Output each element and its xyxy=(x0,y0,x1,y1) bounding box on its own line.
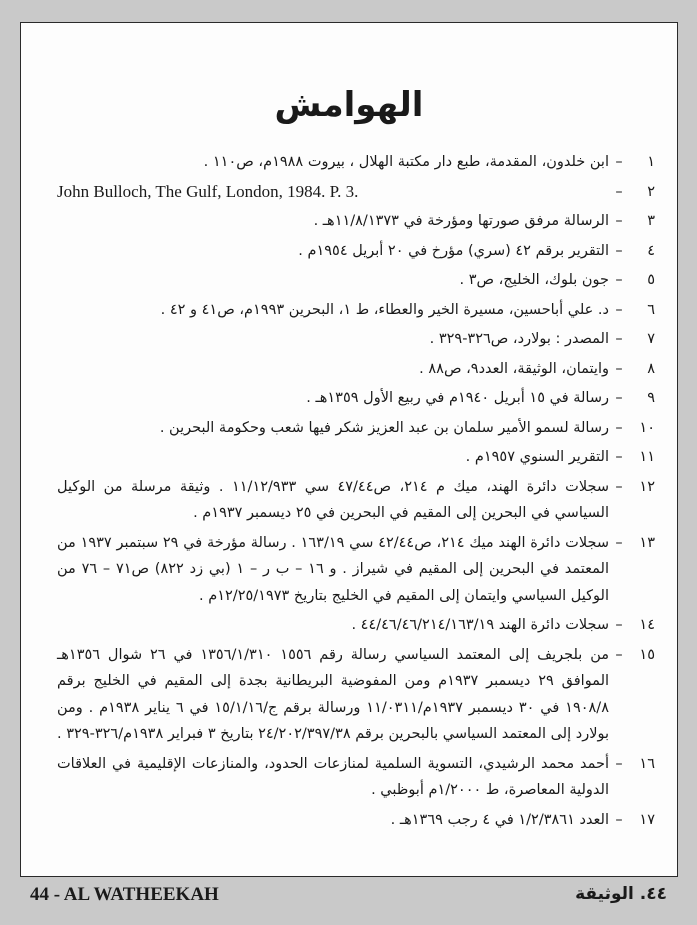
footnote-12: ١٢ – سجلات دائرة الهند، ميك م ٢١٤، ص٤٧/٤٤ سي ١١/١٢/٩٣٣ . وثيقة مرسلة من الوكيل السياسي في البحرين إلى المقيم في البحرين في ٢٥ ديسمبر ١٩٣٧م . xyxy=(57,474,655,527)
page-frame xyxy=(20,22,678,877)
footnote-number: ١٥ xyxy=(639,646,655,663)
footnote-number: ١٢ xyxy=(639,478,655,495)
footnote-9: ٩ – رسالة في ١٥ أبريل ١٩٤٠م في ربيع الأول ١٣٥٩هـ . xyxy=(57,385,655,412)
page-footer xyxy=(0,880,697,910)
footnote-number: ٨ xyxy=(647,360,655,377)
footnote-number: ٤ xyxy=(647,242,655,259)
footnote-11: ١١ – التقرير السنوي ١٩٥٧م . xyxy=(57,444,655,471)
footnote-text: التقرير السنوي ١٩٥٧م . xyxy=(465,449,609,465)
footnote-text: سجلات دائرة الهند، ميك م ٢١٤، ص٤٧/٤٤ سي ١١/١٢/٩٣٣ . وثيقة مرسلة من الوكيل السياسي في البحرين إلى المقيم في البحرين في ٢٥ ديسمبر ١٩٣٧م . xyxy=(57,478,609,521)
footnote-number: ٩ xyxy=(647,390,655,406)
footnote-14: ١٤ – سجلات دائرة الهند ٤٤/٤٦/٤٦/٢١٤/١٦٣/١٩ . xyxy=(57,612,655,639)
footnote-16: ١٦ – أحمد محمد الرشيدي، التسوية السلمية لمنازعات الحدود، والمنازعات الإقليمية في العلاقات الدولية المعاصرة، ط ١/٢٠٠٠م أبوظبي . xyxy=(57,751,655,804)
footnote-2: ٢ – John Bulloch, The Gulf, London, 1984. P. 3. xyxy=(57,179,655,206)
footnote-text: رسالة في ١٥ أبريل ١٩٤٠م في ربيع الأول ١٣٥٩هـ . xyxy=(306,390,609,406)
footnote-text: المصدر : بولارد، ص٣٢٦-٣٢٩ . xyxy=(429,331,609,347)
footnote-8: ٨ – وايتمان، الوثيقة، العدد٩، ص٨٨ . xyxy=(57,356,655,383)
footnote-text: التقرير برقم ٤٢ (سري) مؤرخ في ٢٠ أبريل ١٩٥٤م . xyxy=(298,242,609,259)
footnote-text: أحمد محمد الرشيدي، التسوية السلمية لمنازعات الحدود، والمنازعات الإقليمية في العلاقات الدولية المعاصرة، ط ١/٢٠٠٠م أبوظبي . xyxy=(57,755,609,798)
footnote-text: د. علي أباحسين، مسيرة الخير والعطاء، ط ١، البحرين ١٩٩٣م، ص٤١ و ٤٢ . xyxy=(160,301,609,318)
footer-page-label-latin: 44 - AL WATHEEKAH xyxy=(30,884,219,905)
footnote-number: ١٣ xyxy=(639,534,655,551)
footnote-text: من بلجريف إلى المعتمد السياسي رسالة رقم ١٥٥٦ ١٣٥٦/١/٣١٠ في ٢٦ شوال ١٣٥٦هـ الموافق ٢٩ ديسمبر ١٩٣٧م ومن المفوضية البريطانية بجدة إلى المقيم في الخليج برقم ١٩٠٨/٨ في ٣٠ ديسمبر ١٩٣٧م/١١/٠٣١١ ورسالة برقم ج/١٥/١/١٦ في ٦ يناير ١٩٣٨م . ومن بولارد إلى المعتمد السياسي بالبحرين برقم ٢٤/٢٠٢/٣٩٧/٣٨ بتاريخ ٣ فبراير ١٩٣٨م/٣٢٦-٣٢٩ . xyxy=(57,646,610,742)
footnote-17: ١٧ – العدد ١/٢/٣٨٦١ في ٤ رجب ١٣٦٩هـ . xyxy=(57,807,655,834)
footnote-7: ٧ – المصدر : بولارد، ص٣٢٦-٣٢٩ . xyxy=(57,326,655,353)
footnote-number: ١٠ xyxy=(639,419,655,436)
footnote-text: ابن خلدون، المقدمة، طبع دار مكتبة الهلال ، بيروت ١٩٨٨م، ص١١٠ . xyxy=(203,154,609,170)
footnote-number: ١٦ xyxy=(639,755,655,772)
footnote-5: ٥ – جون بلوك، الخليج، ص٣ . xyxy=(57,267,655,294)
footnote-number: ٢ xyxy=(647,183,655,200)
footnote-number: ٥ xyxy=(647,272,655,288)
footnote-number: ١ xyxy=(647,154,655,170)
footnotes-list xyxy=(57,149,655,836)
footnote-15: ١٥ – من بلجريف إلى المعتمد السياسي رسالة رقم ١٥٥٦ ١٣٥٦/١/٣١٠ في ٢٦ شوال ١٣٥٦هـ الموافق ٢٩ ديسمبر ١٩٣٧م ومن المفوضية البريطانية بجدة إلى المقيم في الخليج برقم ١٩٠٨/٨ في ٣٠ ديسمبر ١٩٣٧م/١١/٠٣١١ ورسالة برقم ج/١٥/١/١٦ في ٦ يناير ١٩٣٨م . ومن بولارد إلى المعتمد السياسي بالبحرين برقم ٢٤/٢٠٢/٣٩٧/٣٨ بتاريخ ٣ فبراير ١٩٣٨م/٣٢٦-٣٢٩ . xyxy=(57,642,655,748)
footnote-text: سجلات دائرة الهند ٤٤/٤٦/٤٦/٢١٤/١٦٣/١٩ . xyxy=(351,617,609,633)
footnote-text: العدد ١/٢/٣٨٦١ في ٤ رجب ١٣٦٩هـ . xyxy=(390,811,609,828)
footnote-6: ٦ – د. علي أباحسين، مسيرة الخير والعطاء، ط ١، البحرين ١٩٩٣م، ص٤١ و ٤٢ . xyxy=(57,297,655,324)
page-title: الهوامش xyxy=(274,85,424,125)
footnote-4: ٤ – التقرير برقم ٤٢ (سري) مؤرخ في ٢٠ أبريل ١٩٥٤م . xyxy=(57,238,655,265)
footnote-text: John Bulloch, The Gulf, London, 1984. P. 3. xyxy=(57,181,359,201)
footnote-text: سجلات دائرة الهند ميك ٢١٤، ص٤٢/٤٤ سي ١٦٣/١٩ . رسالة مؤرخة في ٢٩ سبتمبر ١٩٣٧ من المعتمد في البحرين إلى المقيم في شيراز . و ١٦ – ب ر – ١ (بي زد ٨٢٢) ص٧١ – ٧٦ من الوكيل السياسي وايتمان إلى المقيم في الخليج بتاريخ ١٢/٢٥/١٩٧٣م . xyxy=(57,534,610,604)
footer-page-label-arabic: ٤٤. الوثيقة xyxy=(575,884,667,904)
footnote-1: ١ – ابن خلدون، المقدمة، طبع دار مكتبة الهلال ، بيروت ١٩٨٨م، ص١١٠ . xyxy=(57,149,655,176)
footnote-number: ٦ xyxy=(647,301,655,318)
footnote-text: وايتمان، الوثيقة، العدد٩، ص٨٨ . xyxy=(419,360,609,377)
footnote-13: ١٣ – سجلات دائرة الهند ميك ٢١٤، ص٤٢/٤٤ سي ١٦٣/١٩ . رسالة مؤرخة في ٢٩ سبتمبر ١٩٣٧ من المعتمد في البحرين إلى المقيم في شيراز . و ١٦ – ب ر – ١ (بي زد ٨٢٢) ص٧١ – ٧٦ من الوكيل السياسي وايتمان إلى المقيم في الخليج بتاريخ ١٢/٢٥/١٩٧٣م . xyxy=(57,530,655,610)
footnote-number: ١١ xyxy=(639,449,655,465)
footnote-text: رسالة لسمو الأمير سلمان بن عبد العزيز شكر فيها شعب وحكومة البحرين . xyxy=(159,419,609,436)
footnote-number: ٧ xyxy=(647,331,655,347)
footnote-3: ٣ – الرسالة مرفق صورتها ومؤرخة في ١١/٨/١٣٧٣هـ . xyxy=(57,208,655,235)
footnote-number: ١٤ xyxy=(639,617,655,633)
footnote-text: جون بلوك، الخليج، ص٣ . xyxy=(459,272,609,288)
footnote-10: ١٠ – رسالة لسمو الأمير سلمان بن عبد العزيز شكر فيها شعب وحكومة البحرين . xyxy=(57,415,655,442)
footnote-number: ١٧ xyxy=(639,811,655,828)
footnote-number: ٣ xyxy=(647,213,655,229)
footnote-text: الرسالة مرفق صورتها ومؤرخة في ١١/٨/١٣٧٣هـ . xyxy=(313,213,609,229)
